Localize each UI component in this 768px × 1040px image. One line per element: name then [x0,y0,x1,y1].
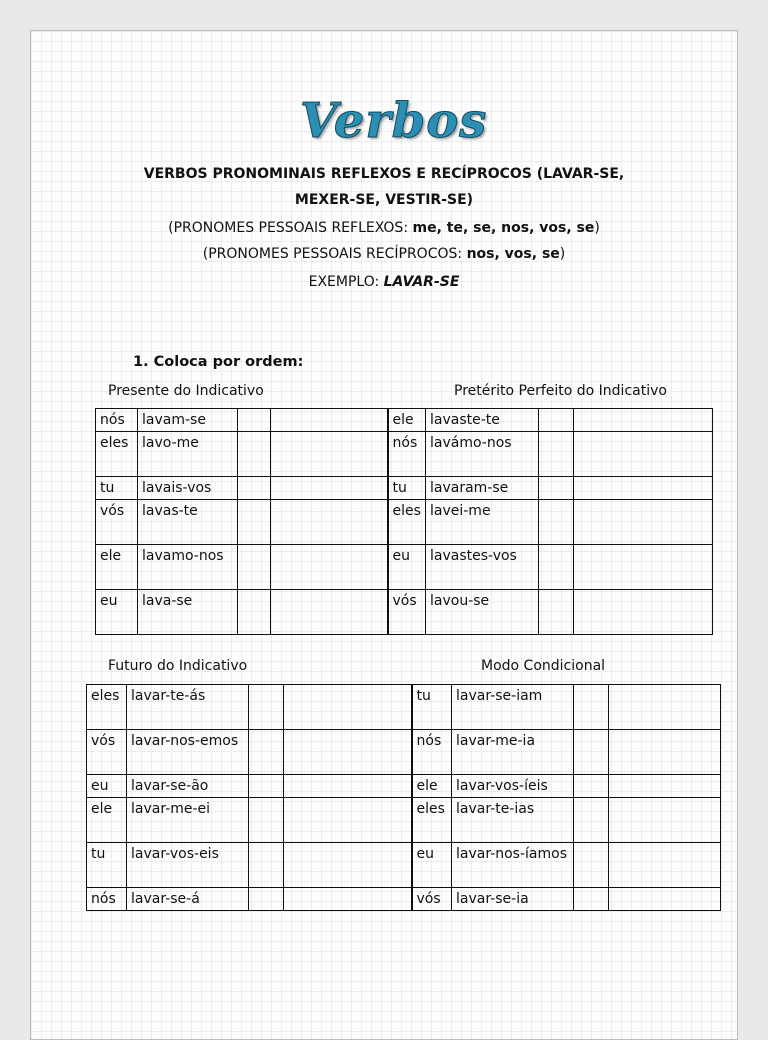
answer-cell[interactable] [609,843,721,888]
verb-form-cell: lavais-vos [138,477,238,500]
answer-cell[interactable] [574,432,713,477]
verbos-title-art: Verbos [300,93,488,149]
answer-cell[interactable] [284,685,412,730]
table-row [87,730,721,775]
answer-cell[interactable] [238,545,271,590]
reciprocal-pronouns-line [0,245,768,263]
answer-cell[interactable] [271,477,388,500]
verb-form-cell: lavou-se [426,590,539,635]
table-row [96,409,713,432]
pronoun-cell: vós [412,888,452,911]
pronoun-cell: tu [96,477,138,500]
answer-cell[interactable] [609,730,721,775]
table-row [96,432,713,477]
reflexive-pronouns: me, te, se, nos, vos, se [412,220,595,236]
answer-cell[interactable] [539,590,574,635]
verb-form-cell: lavastes-vos [426,545,539,590]
pronoun-cell: eu [412,843,452,888]
pronoun-cell: nós [388,432,426,477]
verb-form-cell: lavar-me-ia [452,730,574,775]
reflexive-close: ) [594,220,600,236]
pronoun-cell: ele [388,409,426,432]
example-label: EXEMPLO: [308,274,384,290]
pronoun-cell: eu [87,775,127,798]
caption-preterito: Pretérito Perfeito do Indicativo [454,383,667,399]
answer-cell[interactable] [284,775,412,798]
caption-futuro: Futuro do Indicativo [108,658,248,674]
reciprocal-label: (PRONOMES PESSOAIS RECÍPROCOS: [202,246,467,262]
heading-line-2: MEXER-SE, VESTIR-SE) [294,192,474,208]
verb-form-cell: lavas-te [138,500,238,545]
pronoun-cell: eles [87,685,127,730]
answer-cell[interactable] [238,477,271,500]
answer-cell[interactable] [539,545,574,590]
pronoun-cell: vós [87,730,127,775]
verb-form-cell: lavar-vos-eis [127,843,249,888]
answer-cell[interactable] [249,775,284,798]
caption-presente: Presente do Indicativo [108,383,264,399]
verb-form-cell: lavamo-nos [138,545,238,590]
table-row [96,477,713,500]
pronoun-cell: eu [96,590,138,635]
pronoun-cell: ele [87,798,127,843]
answer-cell[interactable] [249,685,284,730]
verb-form-cell: lavar-se-ão [127,775,249,798]
answer-cell[interactable] [284,888,412,911]
pronoun-cell: ele [96,545,138,590]
answer-cell[interactable] [574,500,713,545]
verb-form-cell: lavaste-te [426,409,539,432]
answer-cell[interactable] [249,843,284,888]
answer-cell[interactable] [574,843,609,888]
answer-cell[interactable] [238,432,271,477]
answer-cell[interactable] [284,843,412,888]
reciprocal-close: ) [559,246,566,262]
verb-form-cell: lavar-se-á [127,888,249,911]
answer-cell[interactable] [271,409,388,432]
table-row [87,798,721,843]
answer-cell[interactable] [271,500,388,545]
table-futuro-condicional [86,684,721,911]
verb-form-cell: lavo-me [138,432,238,477]
pronoun-cell: eu [388,545,426,590]
table-presente-preterito-body [96,409,713,635]
verb-form-cell: lavar-vos-íeis [452,775,574,798]
answer-cell[interactable] [574,798,609,843]
table-row [87,888,721,911]
answer-cell[interactable] [574,545,713,590]
table-row [96,590,713,635]
verb-form-cell: lavar-te-ias [452,798,574,843]
verb-form-cell: lava-se [138,590,238,635]
reciprocal-pronouns: nos, vos, se [466,246,560,262]
table-row [87,843,721,888]
table-row [96,545,713,590]
answer-cell[interactable] [249,888,284,911]
pronoun-cell: tu [87,843,127,888]
answer-cell[interactable] [271,590,388,635]
answer-cell[interactable] [249,798,284,843]
example-line [0,273,768,291]
answer-cell[interactable] [539,432,574,477]
example-value: LAVAR-SE [383,274,460,290]
pronoun-cell: nós [96,409,138,432]
answer-cell[interactable] [539,477,574,500]
answer-cell[interactable] [539,409,574,432]
answer-cell[interactable] [271,432,388,477]
answer-cell[interactable] [609,775,721,798]
exercise-title: 1. Coloca por ordem: [133,354,304,370]
answer-cell[interactable] [238,500,271,545]
table-row [87,775,721,798]
reflexive-label: (PRONOMES PESSOAIS REFLEXOS: [168,220,413,236]
verb-form-cell: lavar-me-ei [127,798,249,843]
verb-form-cell: lavámo-nos [426,432,539,477]
table-row [96,500,713,545]
pronoun-cell: tu [388,477,426,500]
answer-cell[interactable] [574,409,713,432]
answer-cell[interactable] [574,685,609,730]
answer-cell[interactable] [574,590,713,635]
table-row [87,685,721,730]
answer-cell[interactable] [284,730,412,775]
answer-cell[interactable] [574,730,609,775]
heading-line-1: VERBOS PRONOMINAIS REFLEXOS E RECÍPROCOS (LAVAR-SE, [143,166,625,182]
answer-cell[interactable] [238,409,271,432]
verb-form-cell: lavar-se-ia [452,888,574,911]
verb-form-cell: lavaram-se [426,477,539,500]
table-futuro-condicional-body [87,685,721,911]
verb-form-cell: lavei-me [426,500,539,545]
verb-form-cell: lavar-nos-íamos [452,843,574,888]
table-presente-preterito [95,408,713,635]
answer-cell[interactable] [539,500,574,545]
pronoun-cell: eles [96,432,138,477]
pronoun-cell: nós [87,888,127,911]
answer-cell[interactable] [574,888,609,911]
verb-form-cell: lavar-te-ás [127,685,249,730]
caption-condicional: Modo Condicional [481,658,606,674]
answer-cell[interactable] [574,477,713,500]
pronoun-cell: ele [412,775,452,798]
answer-cell[interactable] [238,590,271,635]
answer-cell[interactable] [574,775,609,798]
verb-form-cell: lavam-se [138,409,238,432]
pronoun-cell: eles [412,798,452,843]
answer-cell[interactable] [249,730,284,775]
pronoun-cell: vós [388,590,426,635]
reflexive-pronouns-line [0,219,768,237]
answer-cell[interactable] [271,545,388,590]
answer-cell[interactable] [609,798,721,843]
pronoun-cell: nós [412,730,452,775]
answer-cell[interactable] [284,798,412,843]
verb-form-cell: lavar-se-iam [452,685,574,730]
answer-cell[interactable] [609,685,721,730]
verb-form-cell: lavar-nos-emos [127,730,249,775]
pronoun-cell: tu [412,685,452,730]
answer-cell[interactable] [609,888,721,911]
pronoun-cell: vós [96,500,138,545]
pronoun-cell: eles [388,500,426,545]
